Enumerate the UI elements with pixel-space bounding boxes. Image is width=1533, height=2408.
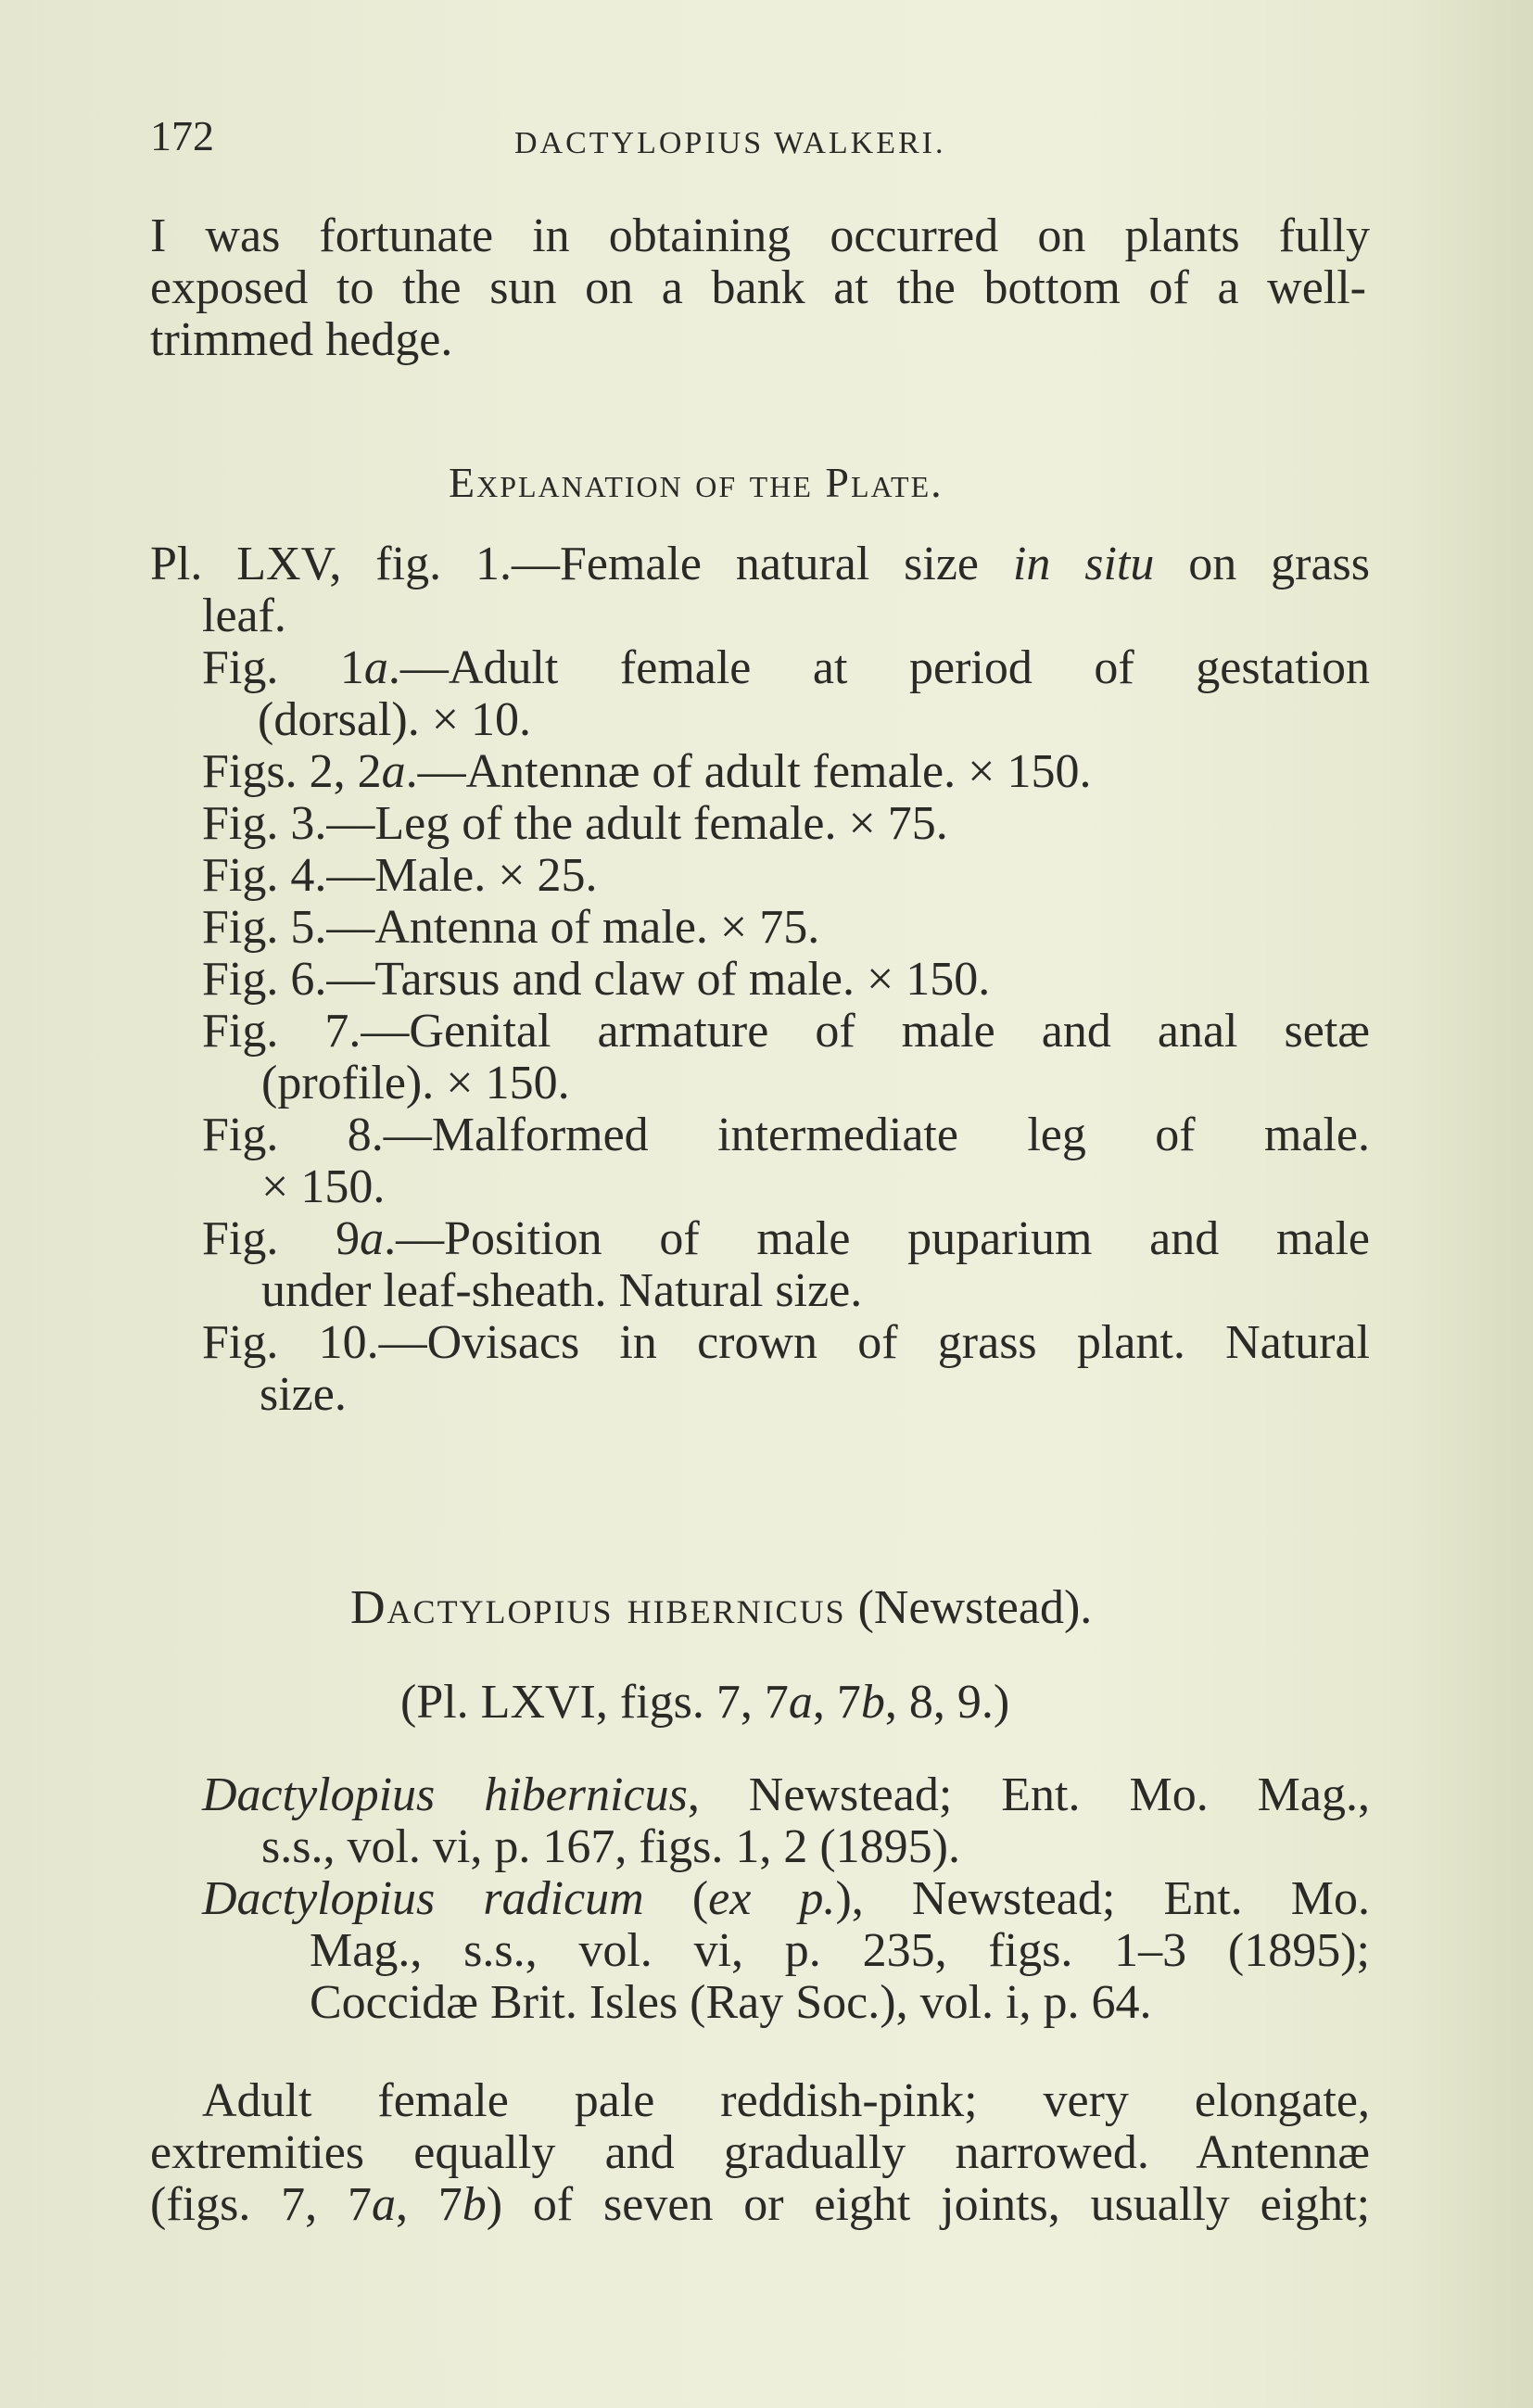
synonym-1-cont: s.s., vol. vi, p. 167, figs. 1, 2 (1895). bbox=[261, 1820, 960, 1873]
plate-item-fig7-cont: (profile). × 150. bbox=[261, 1057, 570, 1109]
plate-item-pl: Pl. LXV, fig. 1.—Female natural size in situ on grass bbox=[150, 538, 1371, 590]
intro-line-3: trimmed hedge. bbox=[150, 313, 453, 366]
running-title: DACTYLOPIUS WALKERI. bbox=[514, 126, 946, 160]
plate-item-fig10-cont: size. bbox=[260, 1368, 347, 1421]
intro-line-1: I was fortunate in obtaining occurred on plants fully bbox=[150, 209, 1370, 262]
plate-item-fig4: Fig. 4.—Male. × 25. bbox=[202, 849, 598, 902]
species-heading: Dactylopius hibernicus (Newstead). bbox=[350, 1581, 1093, 1634]
plate-item-fig1a: Fig. 1a.—Adult female at period of gestation bbox=[202, 641, 1370, 694]
description-line-3: (figs. 7, 7a, 7b) of seven or eight joints, usually eight; bbox=[150, 2178, 1371, 2231]
plate-heading: Explanation of the Plate. bbox=[449, 459, 944, 506]
plate-item-fig8: Fig. 8.—Malformed intermediate leg of male. bbox=[202, 1109, 1370, 1161]
plate-item-fig1a-cont: (dorsal). × 10. bbox=[258, 693, 532, 746]
plate-item-fig9a-cont: under leaf-sheath. Natural size. bbox=[261, 1264, 863, 1317]
synonym-2-cont-2: Coccidæ Brit. Isles (Ray Soc.), vol. i, p. 64. bbox=[310, 1976, 1152, 2029]
synonym-1: Dactylopius hibernicus, Newstead; Ent. Mo. Mag., bbox=[202, 1768, 1370, 1821]
plate-item-fig9a: Fig. 9a.—Position of male puparium and male bbox=[202, 1212, 1370, 1265]
description-line-1: Adult female pale reddish-pink; very elongate, bbox=[202, 2074, 1370, 2127]
synonym-2-cont-1: Mag., s.s., vol. vi, p. 235, figs. 1–3 (1895); bbox=[310, 1924, 1370, 1977]
plate-item-pl-cont: leaf. bbox=[202, 589, 286, 642]
plate-item-fig10: Fig. 10.—Ovisacs in crown of grass plant. Natural bbox=[202, 1316, 1370, 1369]
plate-item-fig7: Fig. 7.—Genital armature of male and anal setæ bbox=[202, 1005, 1370, 1058]
plate-item-fig8-cont: × 150. bbox=[261, 1160, 386, 1213]
page-number: 172 bbox=[150, 112, 214, 159]
plate-item-fig5: Fig. 5.—Antenna of male. × 75. bbox=[202, 901, 820, 954]
plate-item-fig2: Figs. 2, 2a.—Antennæ of adult female. × 150. bbox=[202, 745, 1092, 798]
species-plate-ref: (Pl. LXVI, figs. 7, 7a, 7b, 8, 9.) bbox=[400, 1676, 1010, 1729]
plate-item-fig6: Fig. 6.—Tarsus and claw of male. × 150. bbox=[202, 953, 991, 1006]
intro-line-2: exposed to the sun on a bank at the bottom of a well- bbox=[150, 261, 1366, 314]
synonym-2: Dactylopius radicum (ex p.), Newstead; Ent. Mo. bbox=[202, 1872, 1370, 1925]
description-line-2: extremities equally and gradually narrowed. Antennæ bbox=[150, 2126, 1370, 2179]
plate-item-fig3: Fig. 3.—Leg of the adult female. × 75. bbox=[202, 797, 948, 850]
